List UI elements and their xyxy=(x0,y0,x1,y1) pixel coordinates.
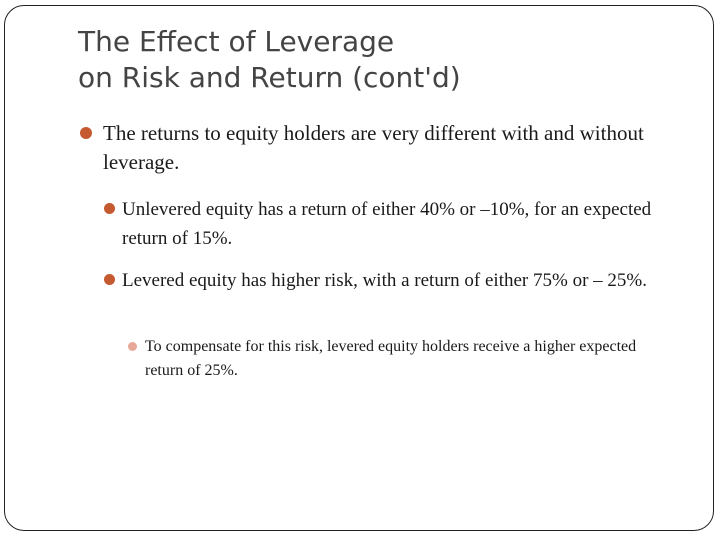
bullet-icon xyxy=(128,342,137,351)
bullet-icon xyxy=(80,127,92,139)
bullet-level-1-text: The returns to equity holders are very different with and without leverage. xyxy=(103,121,644,174)
slide-title xyxy=(78,24,678,96)
bullet-level-2-text: Unlevered equity has a return of either 40% or –10%, for an expected return of 15%. xyxy=(122,199,652,249)
slide-title-line-2: on Risk and Return (cont'd) xyxy=(78,61,461,94)
bullet-icon xyxy=(104,203,115,214)
bullet-level-2-text: Levered equity has higher risk, with a return of either 75% or – 25%. xyxy=(122,270,647,291)
bullet-level-3-text: To compensate for this risk, levered equity holders receive a higher expected return of 25%. xyxy=(145,338,637,379)
slide-title-line-1: The Effect of Leverage xyxy=(78,25,395,58)
bullet-icon xyxy=(104,274,115,285)
